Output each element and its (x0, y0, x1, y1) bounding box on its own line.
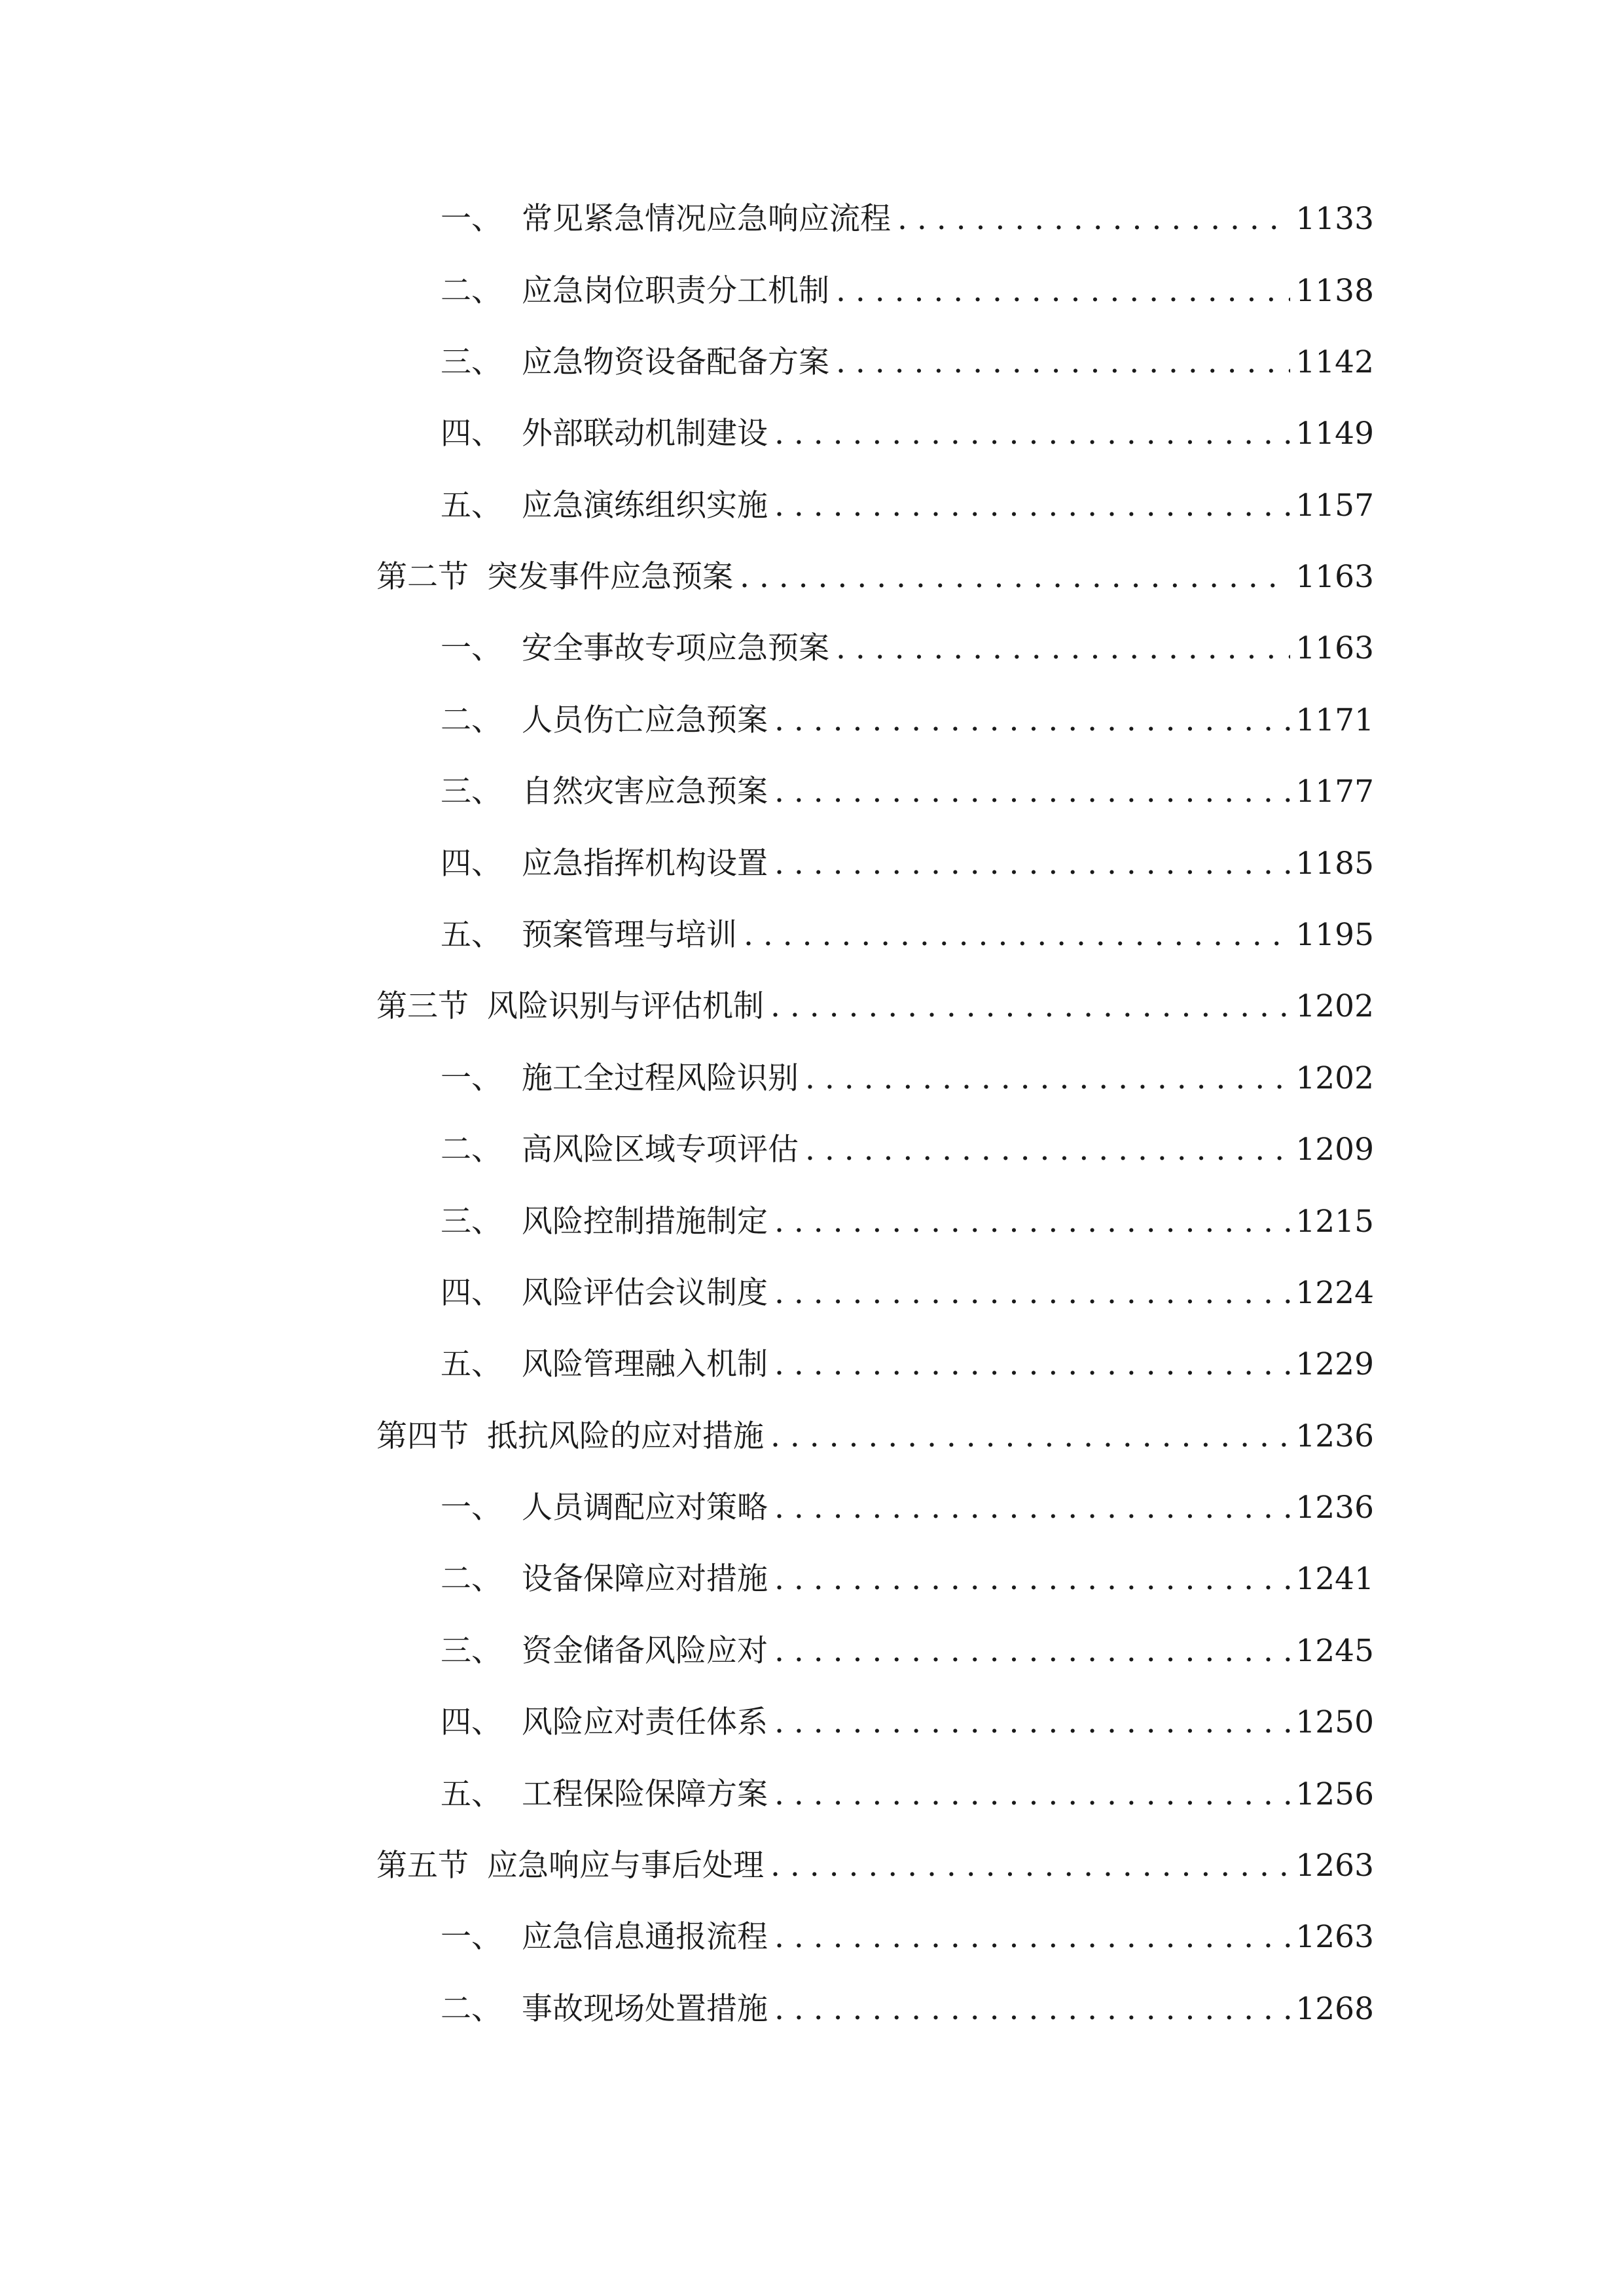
dot-leader (836, 336, 1290, 389)
toc-entry-title: 事故现场处置措施 (522, 1991, 768, 2027)
toc-entry[interactable] (441, 1482, 1374, 1534)
toc-entry[interactable] (441, 1768, 1374, 1821)
toc-entry[interactable] (441, 694, 1374, 747)
toc-entry-number: 二、 (441, 1132, 502, 1168)
toc-entry-title: 外部联动机制建设 (522, 416, 768, 452)
toc-entry-page: 1263 (1295, 1919, 1374, 1955)
toc-entry[interactable] (441, 265, 1374, 317)
toc-entry-page: 1256 (1295, 1776, 1374, 1812)
toc-entry[interactable] (441, 1338, 1374, 1391)
toc-entry-page: 1229 (1295, 1346, 1374, 1382)
dot-leader (836, 622, 1290, 675)
toc-section-title: 抵抗风险的应对措施 (487, 1418, 764, 1454)
toc-entry[interactable] (441, 408, 1374, 460)
toc-entry[interactable] (441, 1553, 1374, 1605)
toc-entry-title: 高风险区域专项评估 (522, 1132, 799, 1168)
toc-entry-page: 1215 (1295, 1204, 1374, 1240)
dot-leader (774, 1196, 1290, 1248)
dot-leader (774, 1768, 1290, 1821)
toc-section-number: 第二节 (376, 559, 469, 595)
toc-section-entry[interactable] (376, 980, 1374, 1033)
toc-entry[interactable] (441, 1124, 1374, 1176)
toc-entry-title: 自然灾害应急预案 (522, 774, 768, 810)
toc-entry[interactable] (441, 1983, 1374, 2036)
toc-entry-page: 1177 (1295, 774, 1374, 810)
toc-entry-number: 四、 (441, 1275, 502, 1311)
toc-entry-page: 1142 (1295, 344, 1374, 380)
toc-entry-number: 四、 (441, 416, 502, 452)
toc-entry-page: 1241 (1295, 1561, 1374, 1597)
toc-entry-number: 五、 (441, 1346, 502, 1382)
toc-entry[interactable] (441, 1911, 1374, 1964)
toc-entry-title: 应急岗位职责分工机制 (522, 273, 829, 309)
toc-entry-page: 1138 (1295, 273, 1374, 309)
toc-entry-page: 1250 (1295, 1704, 1374, 1740)
dot-leader (774, 694, 1290, 747)
toc-entry-page: 1195 (1295, 917, 1374, 953)
toc-entry-title: 风险控制措施制定 (522, 1204, 768, 1240)
dot-leader (744, 909, 1290, 961)
toc-entry-page: 1202 (1295, 1060, 1374, 1096)
toc-entry-number: 三、 (441, 344, 502, 380)
toc-entry-title: 安全事故专项应急预案 (522, 630, 829, 666)
toc-entry[interactable] (441, 1267, 1374, 1319)
toc-entry-number: 五、 (441, 1776, 502, 1812)
toc-entry-page: 1163 (1295, 559, 1374, 595)
toc-section-number: 第三节 (376, 988, 469, 1024)
toc-entry-title: 资金储备风险应对 (522, 1633, 768, 1669)
toc-entry-number: 二、 (441, 702, 502, 738)
toc-entry-title: 设备保障应对措施 (522, 1561, 768, 1597)
toc-entry-page: 1224 (1295, 1275, 1374, 1311)
toc-entry-page: 1236 (1295, 1418, 1374, 1454)
toc-entry-title: 应急演练组织实施 (522, 488, 768, 524)
toc-entry-title: 风险管理融入机制 (522, 1346, 768, 1382)
toc-entry-number: 三、 (441, 774, 502, 810)
toc-entry-title: 工程保险保障方案 (522, 1776, 768, 1812)
toc-entry-page: 1163 (1295, 630, 1374, 666)
toc-entry-title: 应急信息通报流程 (522, 1919, 768, 1955)
toc-entry-page: 1245 (1295, 1633, 1374, 1669)
toc-entry-page: 1157 (1295, 488, 1374, 524)
toc-entry-number: 二、 (441, 273, 502, 309)
toc-entry[interactable] (441, 336, 1374, 389)
toc-entry[interactable] (441, 1696, 1374, 1749)
dot-leader (740, 551, 1290, 603)
toc-section-number: 第四节 (376, 1418, 469, 1454)
dot-leader (774, 1267, 1290, 1319)
toc-entry-number: 二、 (441, 1991, 502, 2027)
toc-entry[interactable] (441, 766, 1374, 818)
toc-entry-page: 1263 (1295, 1848, 1374, 1884)
toc-section-entry[interactable] (376, 551, 1374, 603)
toc-entry[interactable] (441, 1196, 1374, 1248)
toc-entry[interactable] (441, 622, 1374, 675)
toc-entry-title: 施工全过程风险识别 (522, 1060, 799, 1096)
dot-leader (774, 1983, 1290, 2036)
toc-entry-page: 1133 (1295, 201, 1374, 237)
toc-entry-number: 三、 (441, 1633, 502, 1669)
toc-entry-title: 风险应对责任体系 (522, 1704, 768, 1740)
toc-entry[interactable] (441, 193, 1374, 245)
toc-entry-number: 一、 (441, 1919, 502, 1955)
toc-entry-number: 一、 (441, 630, 502, 666)
dot-leader (805, 1124, 1290, 1176)
dot-leader (774, 838, 1290, 890)
dot-leader (770, 980, 1290, 1033)
dot-leader (774, 766, 1290, 818)
toc-section-title: 应急响应与事后处理 (487, 1848, 764, 1884)
dot-leader (774, 1482, 1290, 1534)
toc-entry-page: 1209 (1295, 1132, 1374, 1168)
dot-leader (774, 1696, 1290, 1749)
dot-leader (774, 1625, 1290, 1677)
toc-entry-number: 四、 (441, 1704, 502, 1740)
dot-leader (770, 1840, 1290, 1892)
toc-entry-page: 1268 (1295, 1991, 1374, 2027)
toc-entry[interactable] (441, 838, 1374, 890)
toc-entry-title: 风险评估会议制度 (522, 1275, 768, 1311)
toc-entry-number: 二、 (441, 1561, 502, 1597)
toc-section-title: 突发事件应急预案 (487, 559, 733, 595)
toc-entry-title: 应急指挥机构设置 (522, 846, 768, 882)
toc-entry[interactable] (441, 480, 1374, 532)
toc-entry-page: 1149 (1295, 416, 1374, 452)
toc-entry-number: 一、 (441, 1490, 502, 1526)
toc-entry-title: 预案管理与培训 (522, 917, 737, 953)
toc-entry[interactable] (441, 1625, 1374, 1677)
toc-entry-page: 1185 (1295, 846, 1374, 882)
toc-entry-title: 应急物资设备配备方案 (522, 344, 829, 380)
toc-entry-page: 1236 (1295, 1490, 1374, 1526)
toc-section-title: 风险识别与评估机制 (487, 988, 764, 1024)
dot-leader (774, 1553, 1290, 1605)
toc-entry-page: 1171 (1295, 702, 1374, 738)
toc-section-number: 第五节 (376, 1848, 469, 1884)
toc-entry-number: 三、 (441, 1204, 502, 1240)
dot-leader (836, 265, 1290, 317)
toc-entry-number: 五、 (441, 917, 502, 953)
toc-entry-number: 五、 (441, 488, 502, 524)
toc-entry-title: 人员调配应对策略 (522, 1490, 768, 1526)
toc-entry[interactable] (441, 909, 1374, 961)
dot-leader (770, 1410, 1290, 1463)
dot-leader (805, 1052, 1290, 1105)
toc-entry-title: 常见紧急情况应急响应流程 (522, 201, 891, 237)
toc-entry-number: 一、 (441, 1060, 502, 1096)
dot-leader (774, 1911, 1290, 1964)
dot-leader (774, 408, 1290, 460)
toc-section-entry[interactable] (376, 1840, 1374, 1892)
dot-leader (774, 480, 1290, 532)
toc-entry[interactable] (441, 1052, 1374, 1105)
toc-section-entry[interactable] (376, 1410, 1374, 1463)
dot-leader (774, 1338, 1290, 1391)
toc-entry-page: 1202 (1295, 988, 1374, 1024)
toc-entry-number: 一、 (441, 201, 502, 237)
toc-entry-number: 四、 (441, 846, 502, 882)
dot-leader (897, 193, 1290, 245)
toc-entry-title: 人员伤亡应急预案 (522, 702, 768, 738)
